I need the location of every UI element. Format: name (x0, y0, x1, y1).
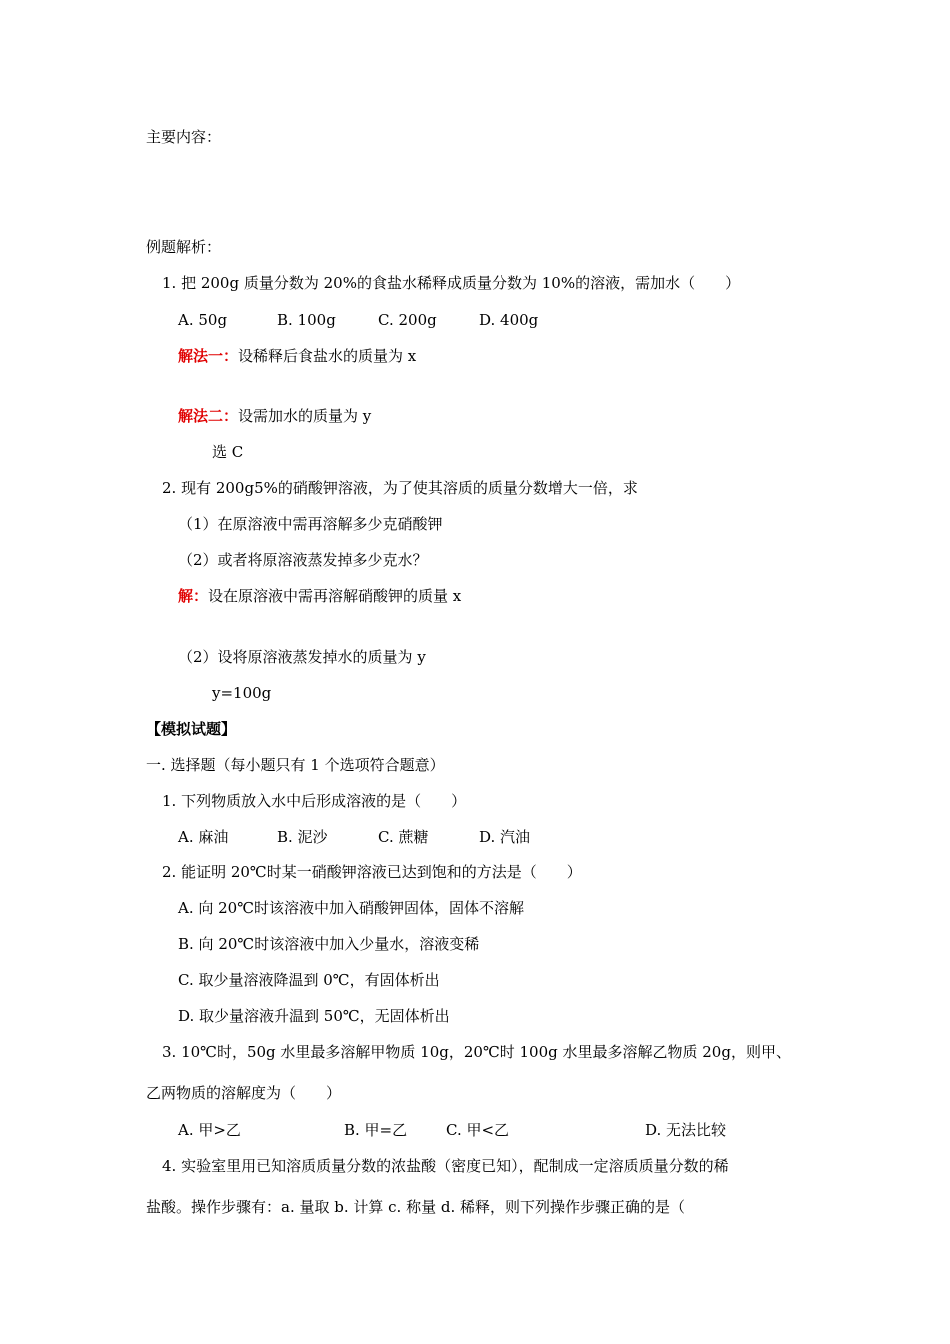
mock-q2-option-d: D. 取少量溶液升温到 50℃，无固体析出 (178, 1007, 450, 1025)
example-q1-option-a: A. 50g (178, 311, 228, 329)
solution-label: 解： (178, 587, 209, 605)
example-q1-option-c: C. 200g (378, 311, 437, 329)
mock-q2-option-b: B. 向 20℃时该溶液中加入少量水，溶液变稀 (178, 935, 480, 953)
mock-section1-heading: 一. 选择题（每小题只有 1 个选项符合题意） (146, 756, 445, 774)
example-q1-stem: 1. 把 200g 质量分数为 20%的食盐水稀释成质量分数为 10%的溶液，需加水（ ） (162, 274, 741, 292)
mock-q1-stem: 1. 下列物质放入水中后形成溶液的是（ ） (162, 792, 467, 810)
mock-q3-option-a: A. 甲>乙 (178, 1121, 241, 1139)
main-content-label: 主要内容： (146, 128, 222, 146)
method1-label: 解法一： (178, 347, 239, 365)
mock-heading: 【模拟试题】 (146, 720, 237, 738)
example-q2-part2: （2）或者将原溶液蒸发掉多少克水？ (178, 551, 428, 569)
method2-label: 解法二： (178, 407, 239, 425)
mock-q3-option-c: C. 甲<乙 (446, 1121, 510, 1139)
mock-q2-option-a: A. 向 20℃时该溶液中加入硝酸钾固体，固体不溶解 (178, 899, 525, 917)
mock-q1-option-d: D. 汽油 (479, 828, 531, 846)
mock-q2-option-c: C. 取少量溶液降温到 0℃，有固体析出 (178, 971, 440, 989)
example-q1-method1 (178, 346, 416, 366)
mock-q3-option-b: B. 甲=乙 (344, 1121, 408, 1139)
method1-text: 设稀释后食盐水的质量为 x (238, 347, 417, 365)
example-q2-part1: （1）在原溶液中需再溶解多少克硝酸钾 (178, 515, 443, 533)
example-q2-stem: 2. 现有 200g5%的硝酸钾溶液，为了使其溶质的质量分数增大一倍，求 (162, 479, 638, 497)
mock-q1-option-b: B. 泥沙 (277, 828, 328, 846)
mock-q1-option-a: A. 麻油 (178, 828, 229, 846)
mock-q3-stem-line1: 3. 10℃时，50g 水里最多溶解甲物质 10g，20℃时 100g 水里最多溶解乙物质 20g，则甲、 (162, 1043, 791, 1061)
example-q2-solution (178, 586, 461, 606)
example-q1-option-b: B. 100g (277, 311, 336, 329)
mock-q3-option-d: D. 无法比较 (645, 1121, 727, 1139)
example-q2-part2-result: y=100g (212, 684, 272, 702)
example-q1-option-d: D. 400g (479, 311, 539, 329)
example-q2-part2-solution: （2）设将原溶液蒸发掉水的质量为 y (178, 648, 426, 666)
solution-text: 设在原溶液中需再溶解硝酸钾的质量 x (208, 587, 462, 605)
mock-q4-stem-line2: 盐酸。操作步骤有：a. 量取 b. 计算 c. 称量 d. 稀释，则下列操作步骤正确的是（ (146, 1198, 685, 1216)
mock-q1-option-c: C. 蔗糖 (378, 828, 429, 846)
mock-q4-stem-line1: 4. 实验室里用已知溶质质量分数的浓盐酸（密度已知），配制成一定溶质质量分数的稀 (162, 1157, 729, 1175)
mock-q2-stem: 2. 能证明 20℃时某一硝酸钾溶液已达到饱和的方法是（ ） (162, 863, 582, 881)
mock-q3-stem-line2: 乙两物质的溶解度为（ ） (146, 1084, 342, 1102)
examples-heading: 例题解析： (146, 238, 222, 256)
example-q1-method2 (178, 406, 371, 426)
example-q1-answer: 选 C (212, 443, 244, 461)
method2-text: 设需加水的质量为 y (238, 407, 372, 425)
